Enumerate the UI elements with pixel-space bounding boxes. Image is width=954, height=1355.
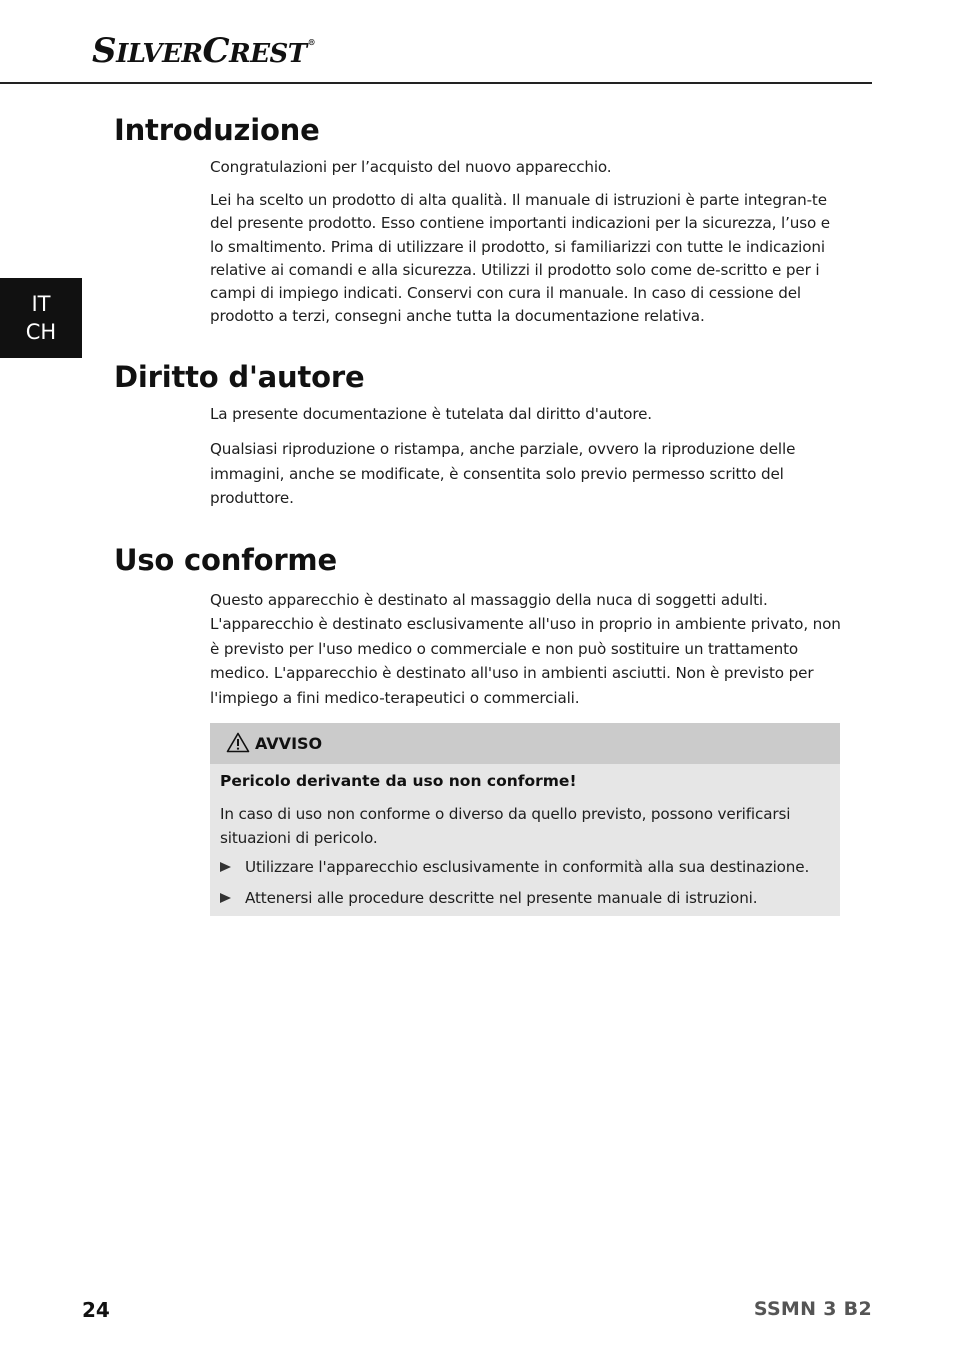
language-tab	[0, 278, 82, 358]
header-rule	[0, 82, 872, 84]
bullet-arrow-icon	[220, 893, 231, 903]
logo-letters: REST	[229, 39, 307, 69]
intended-use-paragraph: Questo apparecchio è destinato al massaggio della nuca di soggetti adulti. L'apparecchio è destinato esclusivamente all'uso in proprio in ambiente privato, non è previsto per l'uso medico o commerciale e non può sostituire un trattamento medico. L'apparecchio è destinato all'uso in ambienti asciutti. Non è previsto per l'impiego a fini medico-terapeutici o commerciali.	[210, 591, 841, 707]
warning-bullet	[220, 858, 809, 876]
warning-header	[210, 723, 840, 764]
language-code-it: IT	[31, 292, 51, 316]
intro-paragraph-2: Lei ha scelto un prodotto di alta qualità. Il manuale di istruzioni è parte integran-te del presente prodotto. Esso contiene importanti indicazioni per la sicurezza, l’uso e lo smaltimento. Prima di utilizzare il prodotto, si familiarizzi con tutte le indicazioni relative ai comandi e alla sicurezza. Utilizzi il prodotto solo come de-scritto e per i campi di impiego indicati. Conservi con cura il manuale. In caso di cessione del prodotto a terzi, consegni anche tutta la documentazione relativa.	[210, 191, 831, 326]
model-number: SSMN 3 B2	[753, 1298, 872, 1320]
logo-letter: C	[202, 31, 230, 71]
section-title-diritto-autore: Diritto d'autore	[114, 360, 365, 394]
warning-bullet-text: Utilizzare l'apparecchio esclusivamente in conformità alla sua destinazione.	[245, 858, 810, 876]
warning-text: In caso di uso non conforme o diverso da quello previsto, possono verificarsi situazioni di pericolo.	[220, 805, 791, 847]
copyright-paragraph-2: Qualsiasi riproduzione o ristampa, anche parziale, ovvero la riproduzione delle immagini, anche se modificate, è consentita solo previo permesso scritto del produttore.	[210, 440, 796, 507]
language-code-ch: CH	[25, 320, 57, 344]
page-number: 24	[82, 1298, 110, 1322]
warning-title: Pericolo derivante da uso non conforme!	[220, 772, 577, 790]
section-title-uso-conforme: Uso conforme	[114, 543, 337, 577]
logo-letter: S	[92, 31, 117, 71]
section-title-introduzione: Introduzione	[114, 113, 320, 147]
silvercrest-logo	[92, 31, 316, 71]
bullet-arrow-icon	[220, 862, 231, 872]
intro-paragraph-1: Congratulazioni per l’acquisto del nuovo apparecchio.	[210, 158, 612, 176]
registered-mark: ®	[307, 37, 316, 47]
warning-bullet	[220, 889, 757, 907]
warning-bullet-text: Attenersi alle procedure descritte nel presente manuale di istruzioni.	[245, 889, 758, 907]
warning-label: AVVISO	[255, 734, 323, 753]
warning-triangle-icon	[226, 732, 250, 753]
copyright-paragraph-1: La presente documentazione è tutelata dal diritto d'autore.	[210, 405, 652, 423]
warning-box	[210, 723, 840, 916]
logo-letters: ILVER	[116, 39, 203, 69]
